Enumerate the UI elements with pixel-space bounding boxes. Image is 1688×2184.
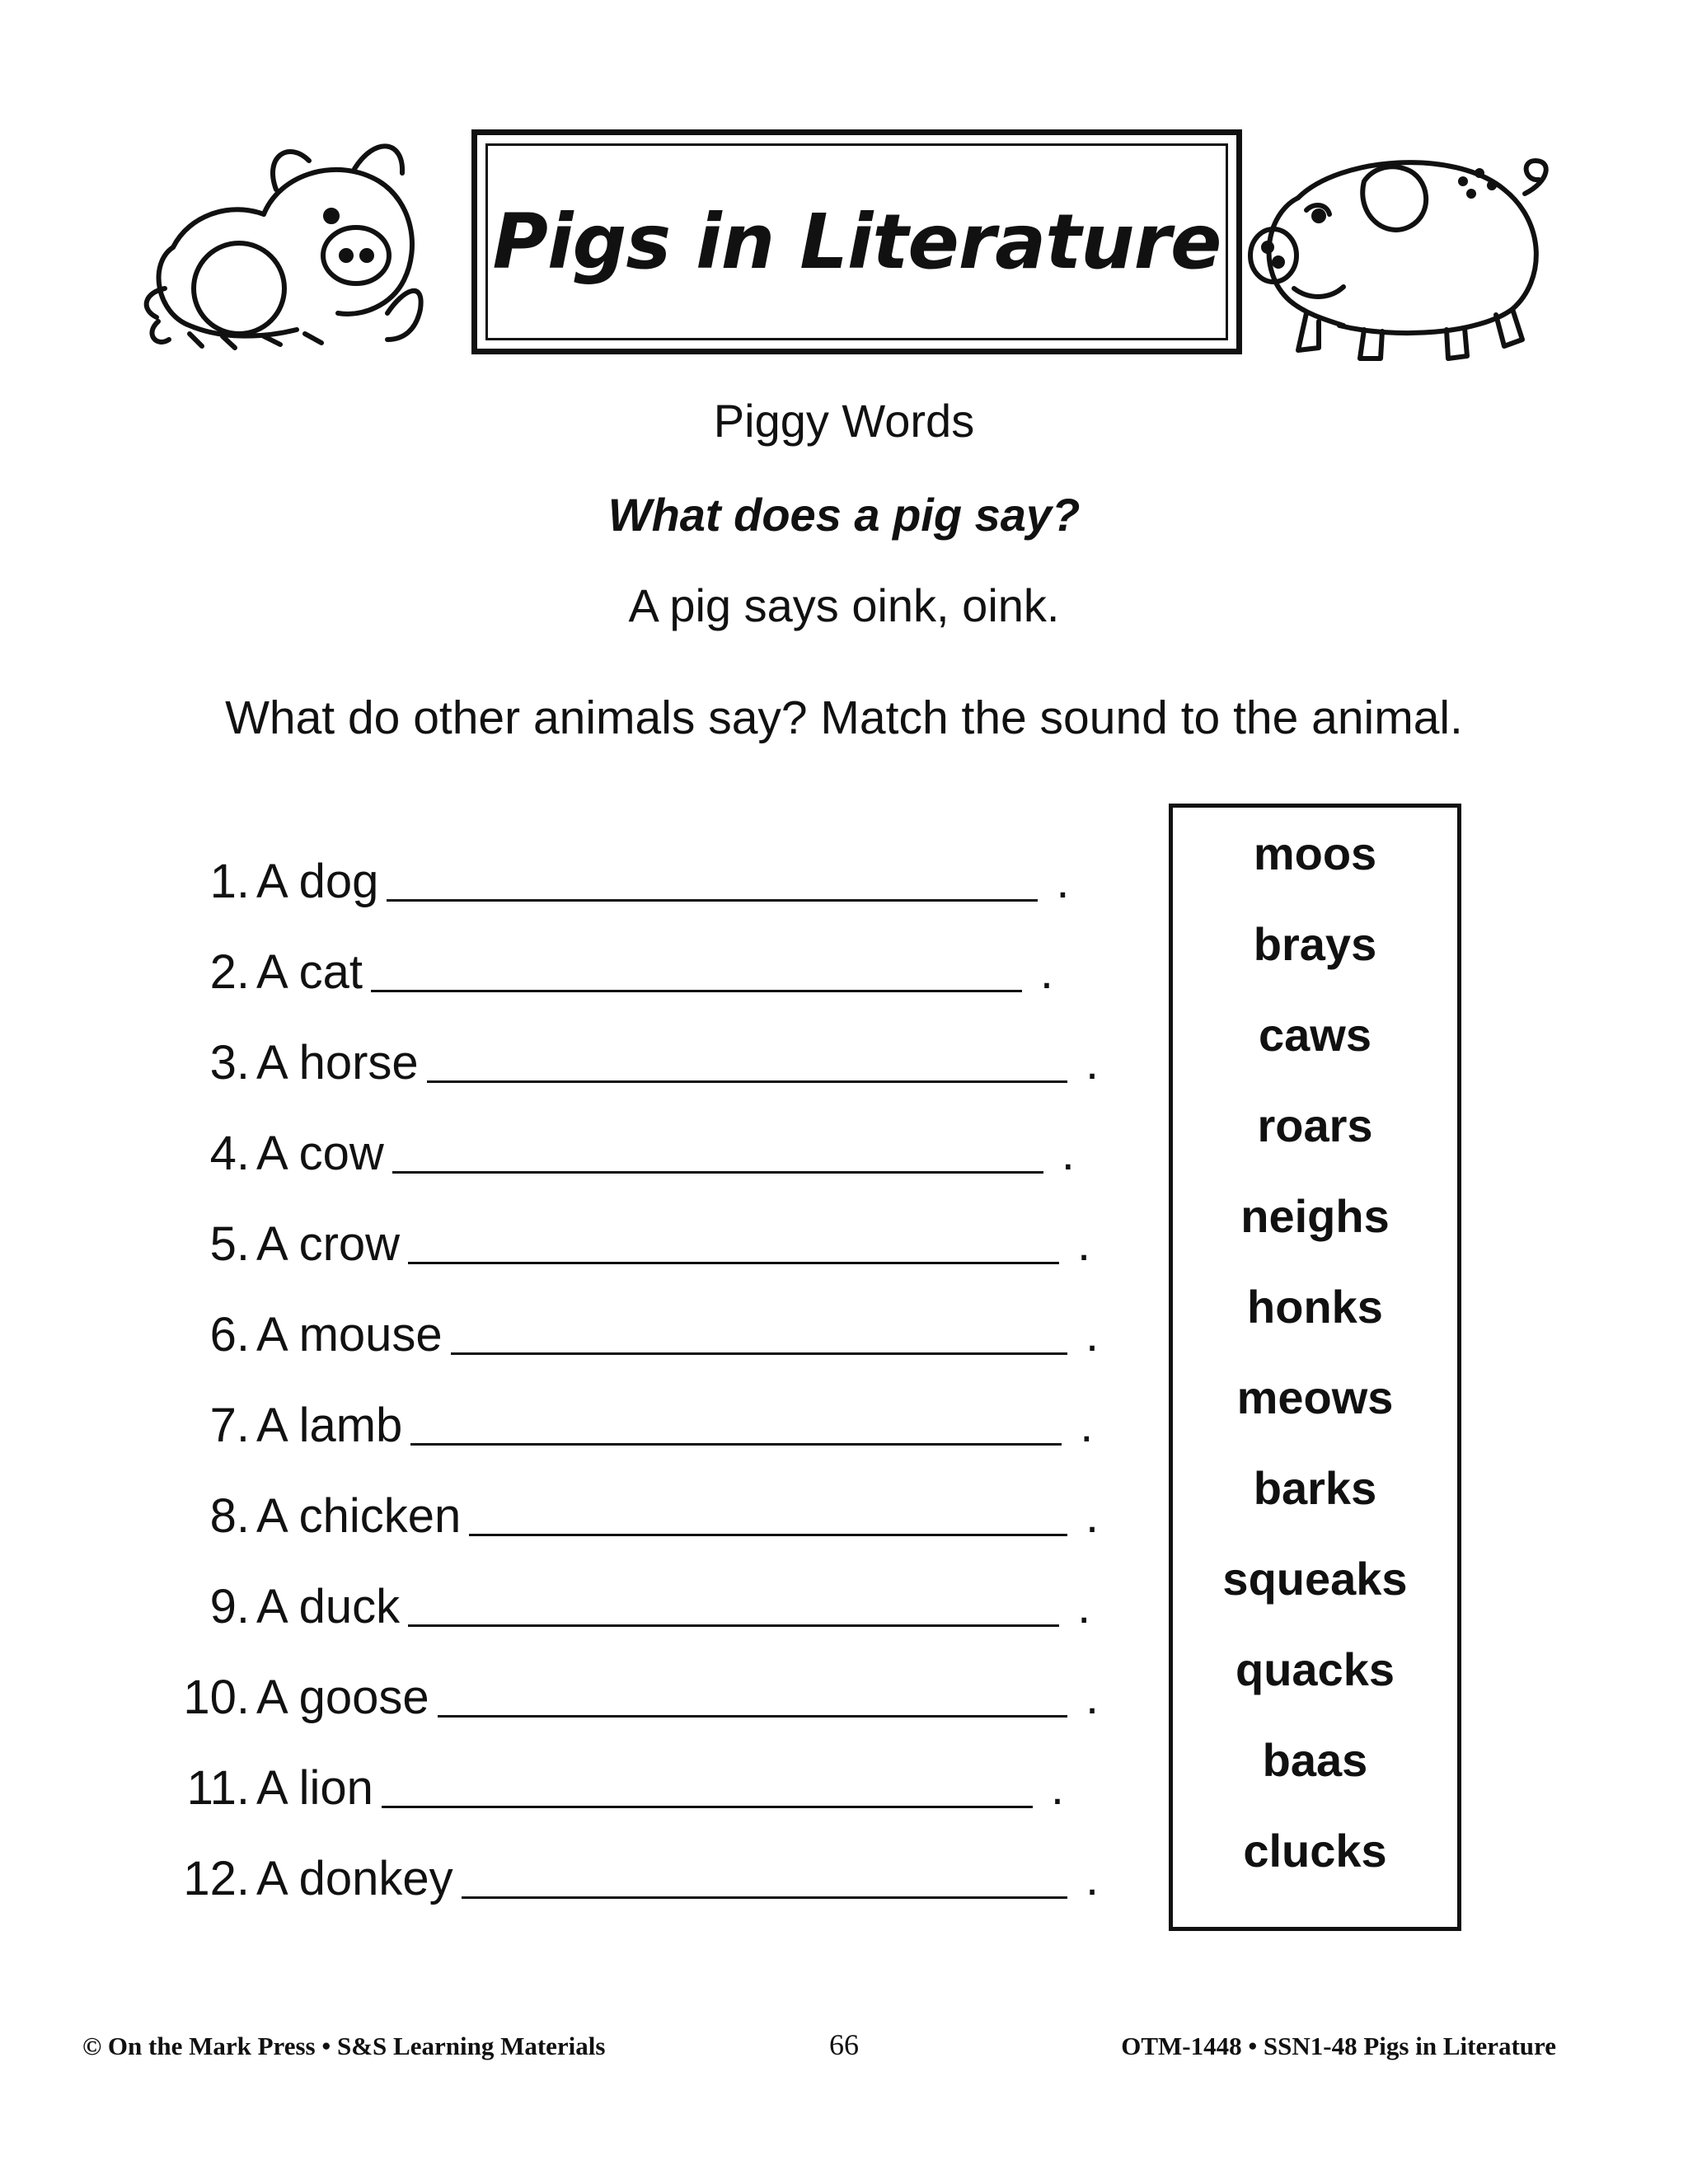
footer-page-number: 66	[829, 2028, 859, 2061]
question-animal: A donkey	[256, 1852, 453, 1905]
answer-blank[interactable]	[438, 1682, 1067, 1718]
question-list	[161, 818, 1117, 1905]
pig-illustration-left	[140, 124, 470, 371]
question-period: .	[1039, 945, 1054, 999]
question-period: .	[1077, 1580, 1091, 1633]
question-animal: A dog	[256, 855, 379, 908]
word-bank-item: roars	[1257, 1099, 1373, 1151]
question-animal: A horse	[256, 1036, 419, 1090]
word-bank-box	[1169, 804, 1461, 1931]
question-period: .	[1056, 855, 1070, 908]
question-number: 1.	[209, 855, 250, 908]
word-bank-item: clucks	[1243, 1825, 1387, 1877]
instructions: What do other animals say? Match the sound to the animal.	[225, 691, 1463, 744]
answer-blank[interactable]	[392, 1138, 1043, 1174]
word-bank-item: barks	[1253, 1462, 1377, 1514]
question-animal: A crow	[256, 1217, 401, 1271]
question-number: 8.	[209, 1489, 250, 1543]
question-animal: A duck	[256, 1580, 401, 1633]
question-row	[161, 1271, 1117, 1361]
question-number: 3.	[209, 1036, 250, 1090]
question-row	[161, 1633, 1117, 1724]
question-number: 10.	[183, 1671, 250, 1724]
question-animal: A mouse	[256, 1308, 443, 1361]
question-row	[161, 1815, 1117, 1905]
footer-product-code: OTM-1448 • SSN1-48 Pigs in Literature	[1121, 2032, 1556, 2060]
question-period: .	[1080, 1399, 1094, 1452]
answer-blank[interactable]	[462, 1863, 1067, 1899]
question-row	[161, 1180, 1117, 1271]
question-row	[161, 1090, 1117, 1180]
word-bank-item: baas	[1262, 1734, 1368, 1786]
question-number: 6.	[209, 1308, 250, 1361]
word-bank-item: caws	[1259, 1009, 1372, 1061]
question-number: 2.	[209, 945, 250, 999]
question-period: .	[1050, 1761, 1064, 1815]
question-animal: A lamb	[256, 1399, 403, 1452]
word-bank-item: quacks	[1236, 1643, 1395, 1695]
question-animal: A chicken	[256, 1489, 462, 1543]
word-bank-item: squeaks	[1222, 1553, 1408, 1605]
question-row	[161, 1724, 1117, 1815]
answer-blank[interactable]	[371, 957, 1022, 992]
answer-blank[interactable]	[382, 1773, 1033, 1808]
answer-blank[interactable]	[451, 1319, 1067, 1355]
question-row	[161, 1452, 1117, 1543]
question-animal: A cow	[256, 1127, 384, 1180]
question-row	[161, 818, 1117, 908]
word-bank-item: meows	[1236, 1371, 1394, 1423]
question-period: .	[1061, 1127, 1075, 1180]
question-number: 7.	[209, 1399, 250, 1452]
question-period: .	[1085, 1489, 1100, 1543]
question-row	[161, 999, 1117, 1090]
word-bank-item: brays	[1253, 918, 1377, 970]
section-question: What does a pig say?	[607, 489, 1081, 541]
page-title: Pigs in Literature	[492, 198, 1221, 286]
pig-illustration-right	[1240, 124, 1558, 371]
question-period: .	[1085, 1671, 1100, 1724]
question-animal: A lion	[256, 1761, 373, 1815]
answer-blank[interactable]	[387, 866, 1038, 902]
word-bank-list	[1173, 824, 1457, 1912]
question-row	[161, 1543, 1117, 1633]
section-answer: A pig says oink, oink.	[628, 579, 1060, 631]
question-period: .	[1085, 1852, 1100, 1905]
question-animal: A goose	[256, 1671, 429, 1724]
answer-blank[interactable]	[469, 1501, 1067, 1536]
question-period: .	[1085, 1036, 1100, 1090]
word-bank-item: neighs	[1240, 1190, 1390, 1242]
question-period: .	[1085, 1308, 1100, 1361]
section-subtitle: Piggy Words	[713, 395, 975, 447]
question-row	[161, 1361, 1117, 1452]
question-period: .	[1077, 1217, 1091, 1271]
answer-blank[interactable]	[408, 1591, 1059, 1627]
title-banner	[471, 129, 1242, 354]
answer-blank[interactable]	[410, 1410, 1062, 1446]
question-number: 11.	[186, 1761, 250, 1815]
word-bank-item: moos	[1253, 827, 1377, 879]
answer-blank[interactable]	[408, 1229, 1059, 1264]
question-number: 9.	[209, 1580, 250, 1633]
question-number: 5.	[209, 1217, 250, 1271]
answer-blank[interactable]	[427, 1047, 1067, 1083]
question-number: 4.	[209, 1127, 250, 1180]
footer-publisher: © On the Mark Press • S&S Learning Materials	[82, 2032, 606, 2060]
word-bank-item: honks	[1247, 1281, 1383, 1333]
question-animal: A cat	[256, 945, 363, 999]
question-number: 12.	[183, 1852, 250, 1905]
question-row	[161, 908, 1117, 999]
